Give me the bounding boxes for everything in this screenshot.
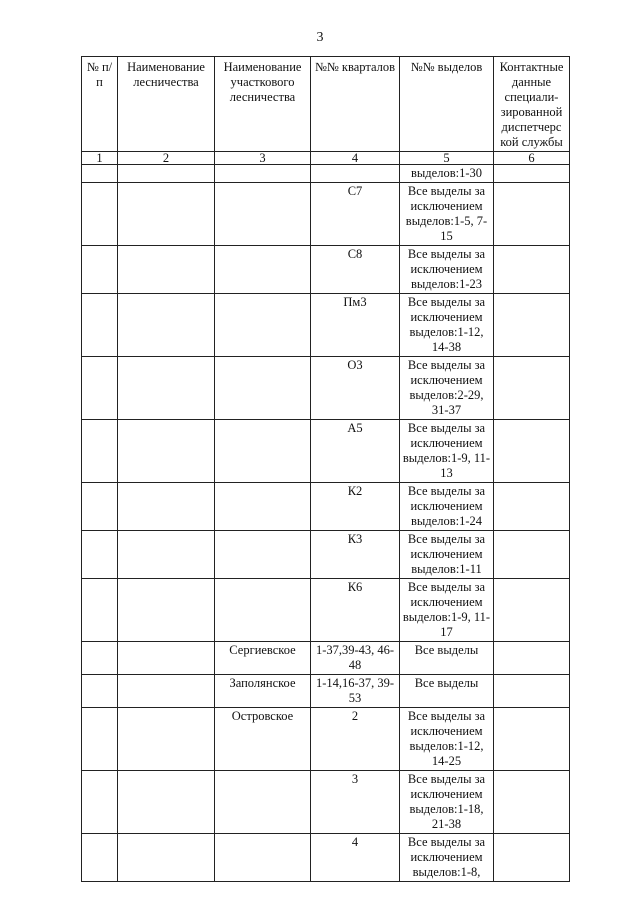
table-row xyxy=(82,834,570,882)
page-number: 3 xyxy=(316,30,324,45)
header-kvartaly: №№ кварталов xyxy=(311,57,400,152)
cell-empty xyxy=(118,165,215,183)
table-row xyxy=(82,708,570,771)
col-number: 6 xyxy=(494,152,570,165)
kvartal-cell: К6 xyxy=(311,579,400,642)
header-contacts: Контактные данные специали-зированной диспетчерс кой службы xyxy=(494,57,570,152)
table-row xyxy=(82,771,570,834)
vydely-cell: Все выделы за исключением выделов:1-11 xyxy=(400,531,494,579)
header-number: № п/п xyxy=(82,57,118,152)
col-number: 1 xyxy=(82,152,118,165)
table-row xyxy=(82,531,570,579)
table-row xyxy=(82,246,570,294)
cell-empty xyxy=(82,165,118,183)
kvartal-cell: 1-37,39-43, 46-48 xyxy=(311,642,400,675)
vydely-cell: Все выделы за исключением выделов:1-8, xyxy=(400,834,494,882)
table-header-row xyxy=(82,57,570,152)
forestry-table xyxy=(81,56,570,882)
kvartal-cell: К3 xyxy=(311,531,400,579)
header-uchastkovoe: Наименование участкового лесничества xyxy=(215,57,311,152)
col-number: 3 xyxy=(215,152,311,165)
uchastkovoe-cell: Островское xyxy=(215,708,311,771)
cell-empty xyxy=(215,165,311,183)
table-row xyxy=(82,294,570,357)
header-vydely: №№ выделов xyxy=(400,57,494,152)
kvartal-cell: 3 xyxy=(311,771,400,834)
column-numbers-row xyxy=(82,152,570,165)
vydely-cell: Все выделы за исключением выделов:1-9, 11-13 xyxy=(400,420,494,483)
cell-empty xyxy=(494,165,570,183)
kvartal-cell: К2 xyxy=(311,483,400,531)
vydely-cell: Все выделы за исключением выделов:1-24 xyxy=(400,483,494,531)
kvartal-cell: 4 xyxy=(311,834,400,882)
kvartal-cell xyxy=(311,165,400,183)
vydely-cell: Все выделы за исключением выделов:2-29, 31-37 xyxy=(400,357,494,420)
table-row xyxy=(82,642,570,675)
table-row xyxy=(82,357,570,420)
col-number: 5 xyxy=(400,152,494,165)
vydely-cell: Все выделы за исключением выделов:1-12, 14-38 xyxy=(400,294,494,357)
vydely-cell: Все выделы за исключением выделов:1-23 xyxy=(400,246,494,294)
kvartal-cell: 2 xyxy=(311,708,400,771)
col-number: 2 xyxy=(118,152,215,165)
vydely-cell: Все выделы за исключением выделов:1-12, 14-25 xyxy=(400,708,494,771)
vydely-cell: Все выделы за исключением выделов:1-5, 7-15 xyxy=(400,183,494,246)
vydely-cell: Все выделы xyxy=(400,642,494,675)
table-row xyxy=(82,675,570,708)
uchastkovoe-cell: Сергиевское xyxy=(215,642,311,675)
kvartal-cell: С7 xyxy=(311,183,400,246)
vydely-cell: Все выделы за исключением выделов:1-9, 11-17 xyxy=(400,579,494,642)
kvartal-cell: А5 xyxy=(311,420,400,483)
col-number: 4 xyxy=(311,152,400,165)
vydely-cell: выделов:1-30 xyxy=(400,165,494,183)
table-row xyxy=(82,165,570,183)
vydely-cell: Все выделы xyxy=(400,675,494,708)
header-lesnichestvo: Наименование лесничества xyxy=(118,57,215,152)
table-row xyxy=(82,483,570,531)
kvartal-cell: О3 xyxy=(311,357,400,420)
kvartal-cell: Пм3 xyxy=(311,294,400,357)
kvartal-cell: 1-14,16-37, 39-53 xyxy=(311,675,400,708)
table-row xyxy=(82,420,570,483)
table-row xyxy=(82,183,570,246)
table-row xyxy=(82,579,570,642)
kvartal-cell: С8 xyxy=(311,246,400,294)
vydely-cell: Все выделы за исключением выделов:1-18, 21-38 xyxy=(400,771,494,834)
uchastkovoe-cell: Заполянское xyxy=(215,675,311,708)
